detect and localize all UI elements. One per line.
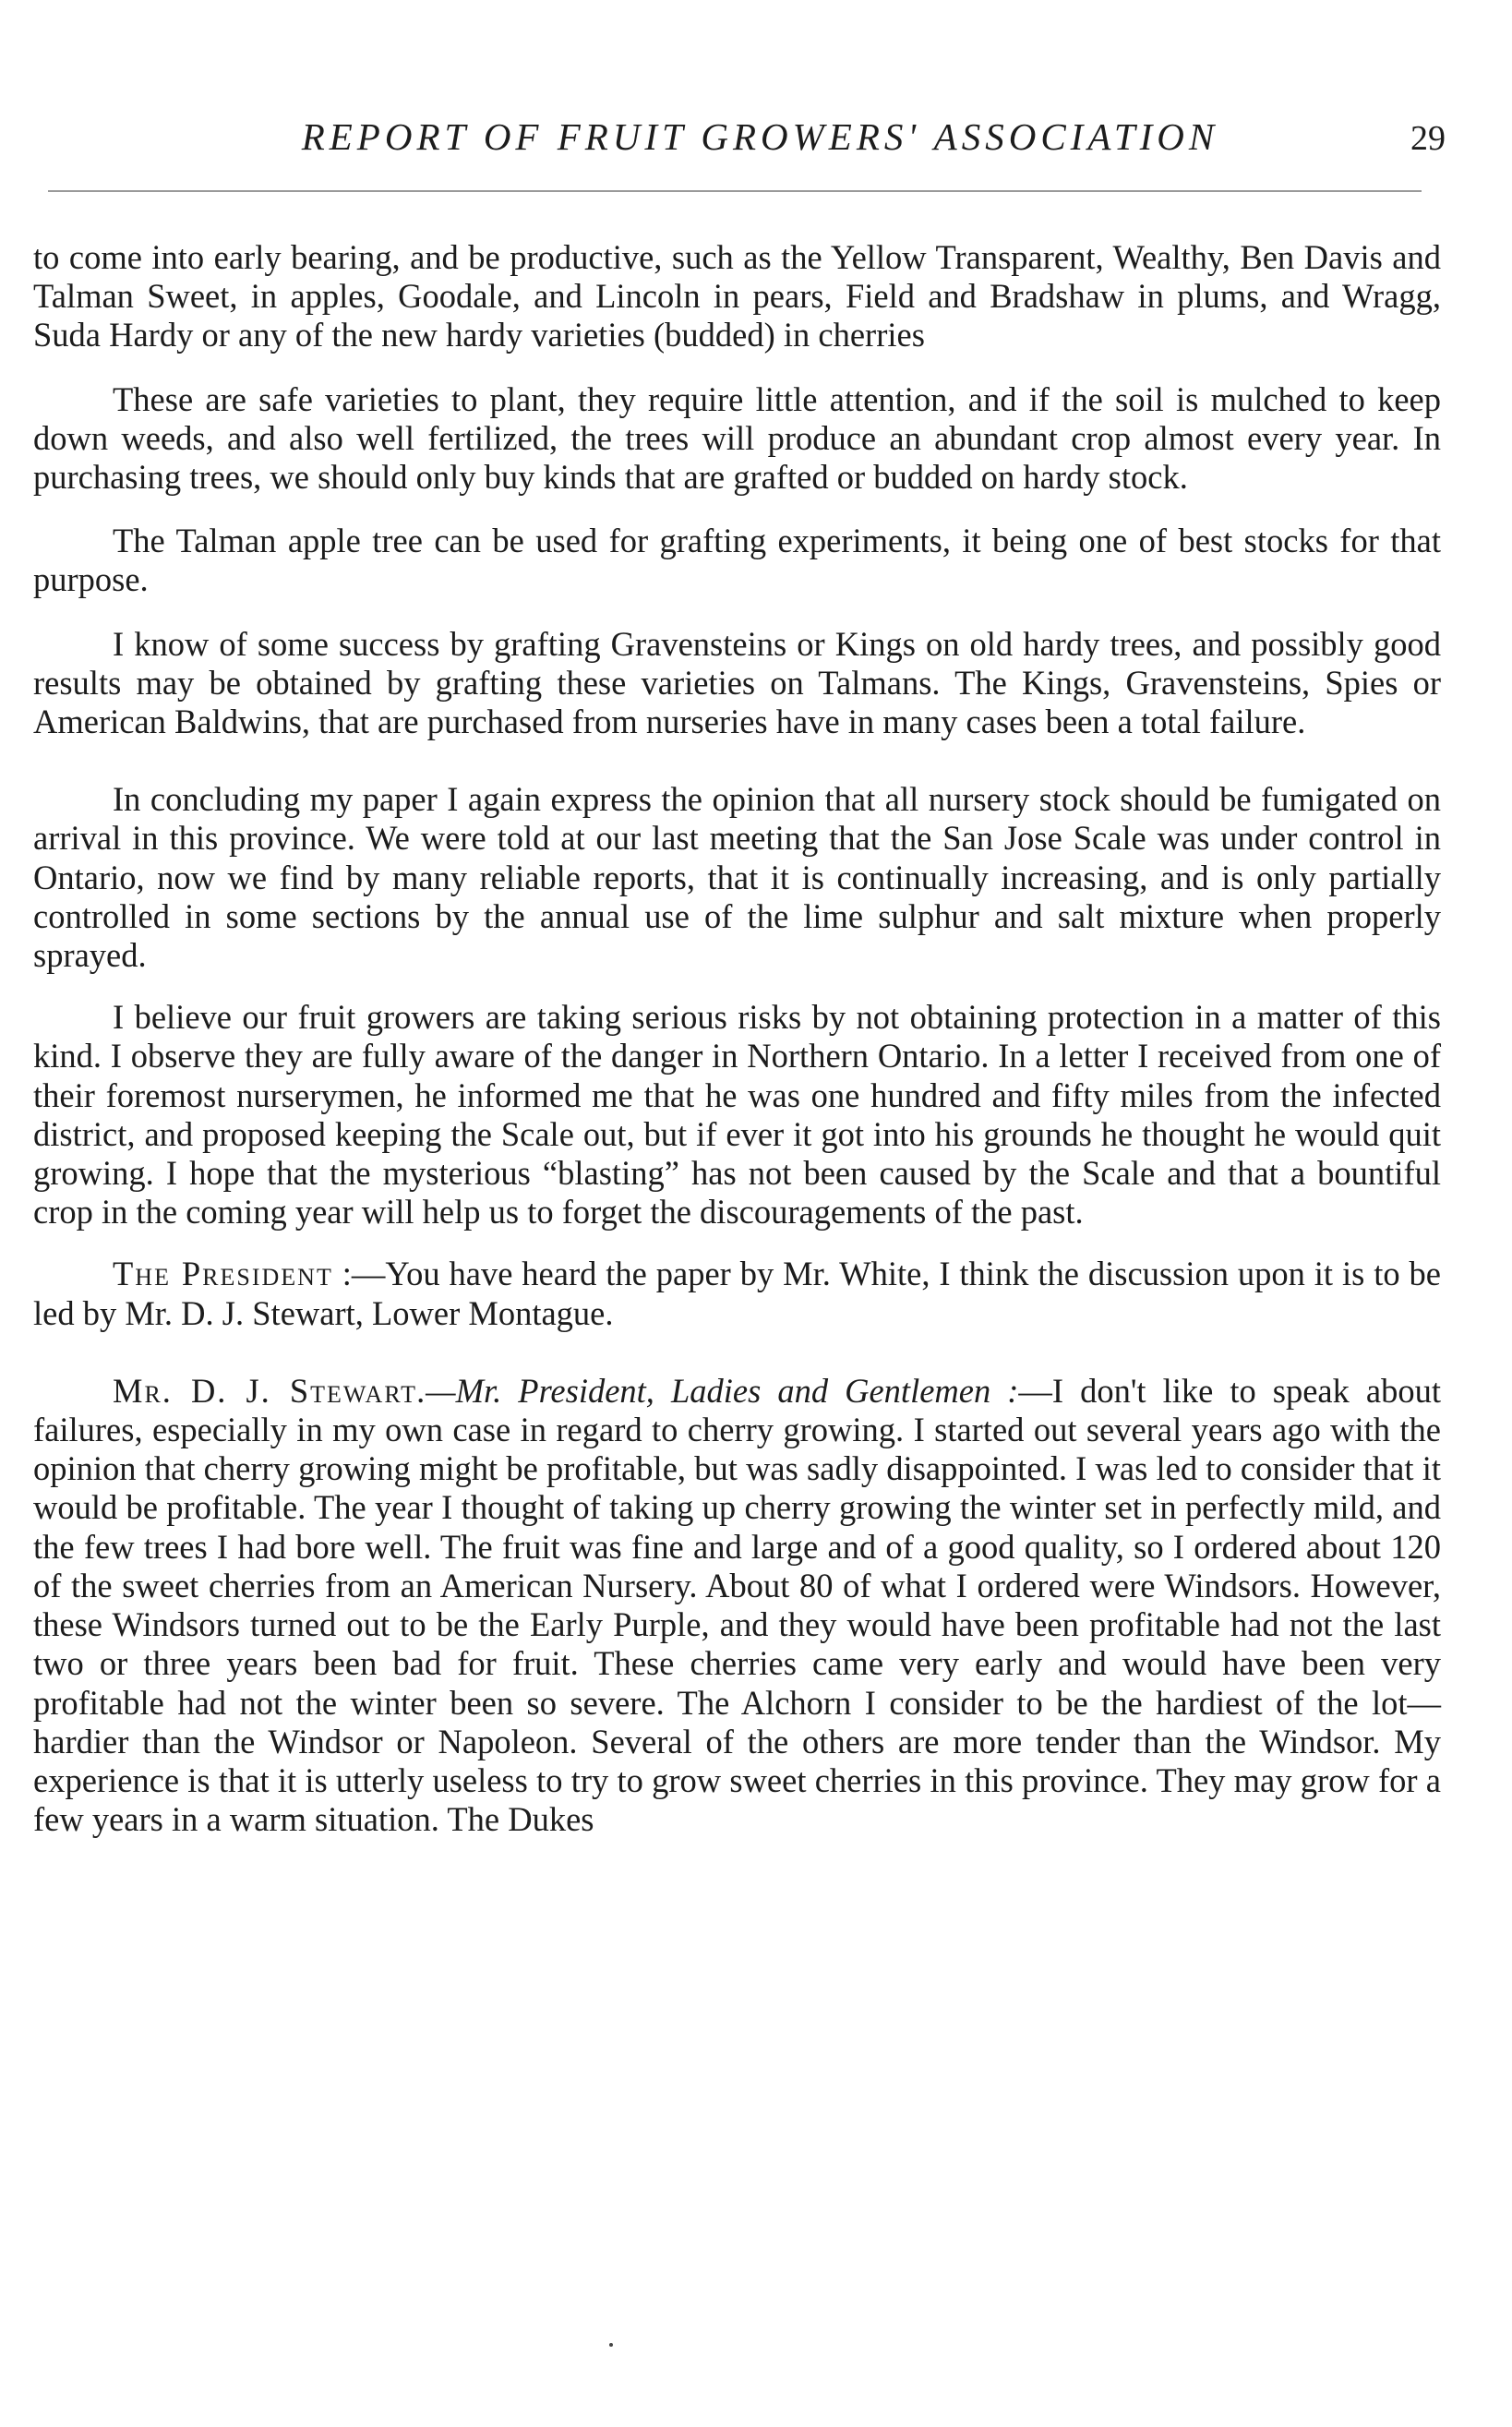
page-number: 29	[1410, 119, 1446, 158]
paragraph-6: I believe our fruit growers are taking serious risks by not obtaining protection in a matter of this kind. I observe they are fully aware of the danger in Northern Ontario. In a letter I received from one of their foremost nurserymen, he informed me that he was one hundred and fifty miles from the infected district, and proposed keeping the Scale out, but if ever it got into his grounds he thought he would quit growing. I hope that the mysterious “blasting” has not been caused by the Scale and that a bountiful crop in the coming year will help us to forget the discouragements of the past.	[33, 998, 1441, 1232]
paragraph-3: The Talman apple tree can be used for grafting experiments, it being one of best stocks for that purpose.	[33, 522, 1441, 599]
page-header	[33, 109, 1446, 164]
speaker-name: Mr. D. J. Stewart	[113, 1371, 417, 1410]
paragraph-8	[33, 1372, 1441, 1839]
paragraph-4: I know of some success by grafting Gravensteins or Kings on old hardy trees, and possibly good results may be obtained by grafting these varieties on Talmans. The Kings, Gravensteins, Spies or American Baldwins, that are purchased from nurseries have in many cases been a total failure.	[33, 624, 1441, 741]
header-rule	[48, 190, 1422, 192]
paragraph-7	[33, 1255, 1441, 1332]
speech-text: —I don't like to speak about failures, especially in my own case in regard to cherry growing. I started out several years ago with the opinion that cherry growing might be profitable, but was sadly disappointed. I was led to consider that it would be profitable. The year I thought of taking up cherry growing the winter set in perfectly mild, and the few trees I had bore well. The fruit was fine and large and of a good quality, so I ordered about 120 of the sweet cherries from an American Nursery. About 80 of what I ordered were Windsors. However, these Windsors turned out to be the Early Purple, and they would have been profitable had not the last two or three years been bad for fruit. These cherries came very early and would have been very profitable had not the winter been so severe. The Alchorn I consider to be the hardiest of the lot—hardier than the Windsor or Napoleon. Several of the others are more tender than the Windsor. My experience is that it is utterly useless to try to grow sweet cherries in this province. They may grow for a few years in a warm situation. The Dukes	[33, 1371, 1441, 1839]
speech-address: .—Mr. President, Ladies and Gentlemen :	[416, 1371, 1019, 1410]
speech-text: :—You have heard the paper by Mr. White, I think the discussion upon it is to be led by Mr. D. J. Stewart, Lower Montague.	[33, 1255, 1441, 1332]
footer-dot	[609, 2343, 613, 2347]
running-head: REPORT OF FRUIT GROWERS' ASSOCIATION	[301, 115, 1219, 158]
speaker-name: The President	[113, 1255, 333, 1293]
paragraph-1: to come into early bearing, and be productive, such as the Yellow Transparent, Wealthy, Ben Davis and Talman Sweet, in apples, Goodale, and Lincoln in pears, Field and Bradshaw in plums, and Wragg, Suda Hardy or any of the new hardy varieties (budded) in cherries	[33, 238, 1441, 354]
paragraph-2: These are safe varieties to plant, they require little attention, and if the soil is mulched to keep down weeds, and also well fertilized, the trees will produce an abundant crop almost every year. In purchasing trees, we should only buy kinds that are grafted or budded on hardy stock.	[33, 379, 1441, 497]
body-text	[33, 238, 1441, 1839]
paragraph-5: In concluding my paper I again express the opinion that all nursery stock should be fumigated on arrival in this province. We were told at our last meeting that the San Jose Scale was under control in Ontario, now we find by many reliable reports, that it is continually increasing, and is only partially controlled in some sections by the annual use of the lime sulphur and salt mixture when properly sprayed.	[33, 780, 1441, 975]
